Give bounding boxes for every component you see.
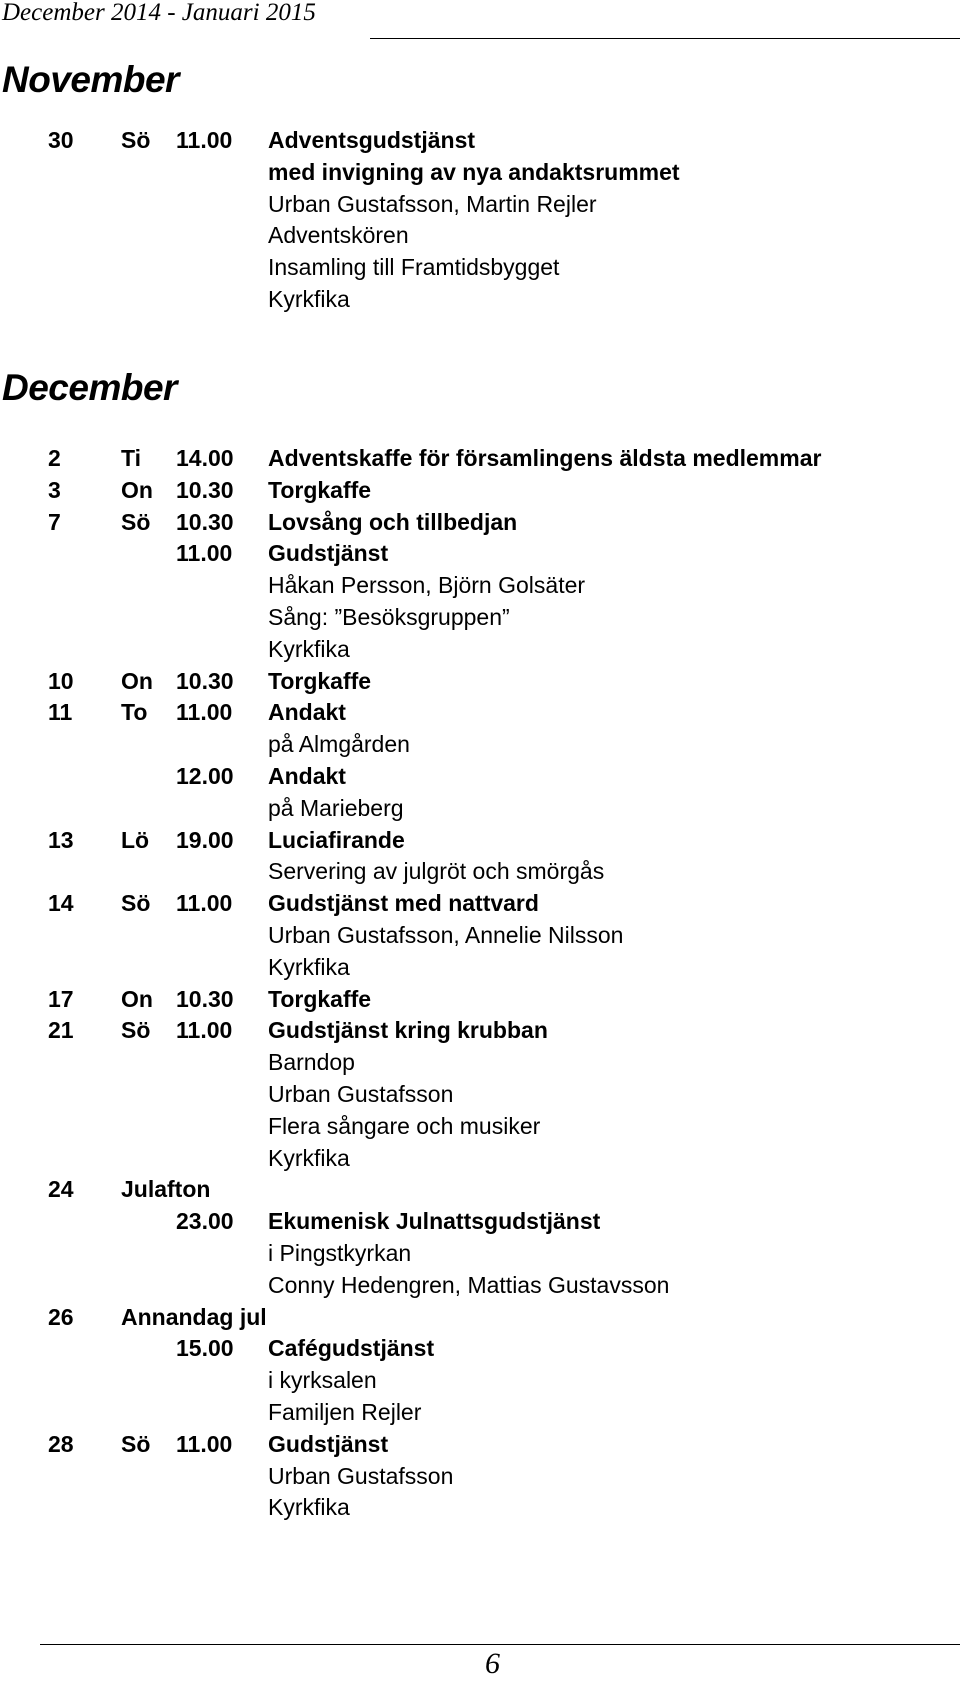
- event-text: Kyrkfika: [268, 954, 350, 980]
- event-text: Ekumenisk Julnattsgudstjänst: [268, 1208, 601, 1234]
- event-text: Urban Gustafsson, Martin Rejler: [268, 191, 597, 217]
- event-text: Urban Gustafsson: [268, 1081, 454, 1107]
- event-weekday: On: [121, 986, 153, 1012]
- event-time: 11.00: [176, 699, 233, 725]
- event-text: Torgkaffe: [268, 668, 372, 694]
- event-time: 23.00: [176, 1208, 234, 1234]
- event-weekday: To: [121, 699, 148, 725]
- event-weekday: Lö: [121, 827, 150, 853]
- event-text: Gudstjänst med nattvard: [268, 890, 539, 916]
- event-day: 14: [48, 890, 74, 916]
- footer-rule: [40, 1644, 960, 1645]
- event-text: med invigning av nya andaktsrummet: [268, 159, 680, 185]
- event-time: 12.00: [176, 763, 234, 789]
- event-text: Håkan Persson, Björn Golsäter: [268, 572, 586, 598]
- event-text: Lovsång och tillbedjan: [268, 509, 518, 535]
- page-header-title: December 2014 - Januari 2015: [2, 0, 316, 26]
- event-text: Kyrkfika: [268, 636, 350, 662]
- event-text: Gudstjänst: [268, 1431, 389, 1457]
- event-weekday: Sö: [121, 1431, 151, 1457]
- event-weekday: Sö: [121, 1017, 151, 1043]
- event-weekday: Julafton: [121, 1176, 211, 1202]
- event-time: 10.30: [176, 986, 234, 1012]
- event-text: Barndop: [268, 1049, 355, 1075]
- event-day: 11: [48, 699, 73, 725]
- page-number: 6: [485, 1647, 500, 1680]
- event-time: 14.00: [176, 445, 234, 471]
- event-text: Kyrkfika: [268, 1494, 350, 1520]
- event-text: Adventsgudstjänst: [268, 127, 476, 153]
- event-time: 11.00: [176, 1017, 233, 1043]
- event-text: i Pingstkyrkan: [268, 1240, 412, 1266]
- event-weekday: Sö: [121, 890, 151, 916]
- event-day: 13: [48, 827, 74, 853]
- event-text: Flera sångare och musiker: [268, 1113, 541, 1139]
- event-text: Torgkaffe: [268, 477, 372, 503]
- event-text: Adventskören: [268, 222, 409, 248]
- event-text: Familjen Rejler: [268, 1399, 422, 1425]
- event-text: Gudstjänst kring krubban: [268, 1017, 548, 1043]
- event-time: 15.00: [176, 1335, 234, 1361]
- event-time: 10.30: [176, 668, 234, 694]
- event-day: 17: [48, 986, 74, 1012]
- event-text: Servering av julgröt och smörgås: [268, 858, 605, 884]
- event-text: Conny Hedengren, Mattias Gustavsson: [268, 1272, 670, 1298]
- event-time: 11.00: [176, 540, 233, 566]
- event-weekday: On: [121, 668, 153, 694]
- event-text: Adventskaffe för församlingens äldsta medlemmar: [268, 445, 822, 471]
- event-text: i kyrksalen: [268, 1367, 377, 1393]
- event-day: 26: [48, 1304, 74, 1330]
- event-text: Kyrkfika: [268, 286, 350, 312]
- event-text: Insamling till Framtidsbygget: [268, 254, 560, 280]
- event-weekday: Ti: [121, 445, 142, 471]
- event-time: 11.00: [176, 127, 233, 153]
- event-text: på Almgården: [268, 731, 410, 757]
- event-day: 2: [48, 445, 61, 471]
- event-day: 28: [48, 1431, 74, 1457]
- event-weekday: Annandag jul: [121, 1304, 267, 1330]
- event-day: 7: [48, 509, 61, 535]
- event-day: 10: [48, 668, 74, 694]
- month-heading-december: December: [2, 367, 177, 408]
- event-weekday: Sö: [121, 127, 151, 153]
- event-text: Cafégudstjänst: [268, 1335, 435, 1361]
- event-day: 21: [48, 1017, 74, 1043]
- event-time: 19.00: [176, 827, 234, 853]
- event-text: Luciafirande: [268, 827, 405, 853]
- event-text: Andakt: [268, 699, 346, 725]
- header-rule: [370, 38, 960, 39]
- event-text: Urban Gustafsson, Annelie Nilsson: [268, 922, 624, 948]
- event-text: Andakt: [268, 763, 346, 789]
- event-text: Torgkaffe: [268, 986, 372, 1012]
- event-day: 3: [48, 477, 61, 503]
- event-text: Urban Gustafsson: [268, 1463, 454, 1489]
- event-text: Kyrkfika: [268, 1145, 350, 1171]
- event-time: 11.00: [176, 890, 233, 916]
- event-text: på Marieberg: [268, 795, 404, 821]
- event-time: 11.00: [176, 1431, 233, 1457]
- event-text: Gudstjänst: [268, 540, 389, 566]
- month-heading-november: November: [2, 59, 179, 100]
- event-weekday: Sö: [121, 509, 151, 535]
- event-day: 24: [48, 1176, 74, 1202]
- event-day: 30: [48, 127, 74, 153]
- event-time: 10.30: [176, 477, 234, 503]
- event-weekday: On: [121, 477, 153, 503]
- event-time: 10.30: [176, 509, 234, 535]
- event-text: Sång: ”Besöksgruppen”: [268, 604, 510, 630]
